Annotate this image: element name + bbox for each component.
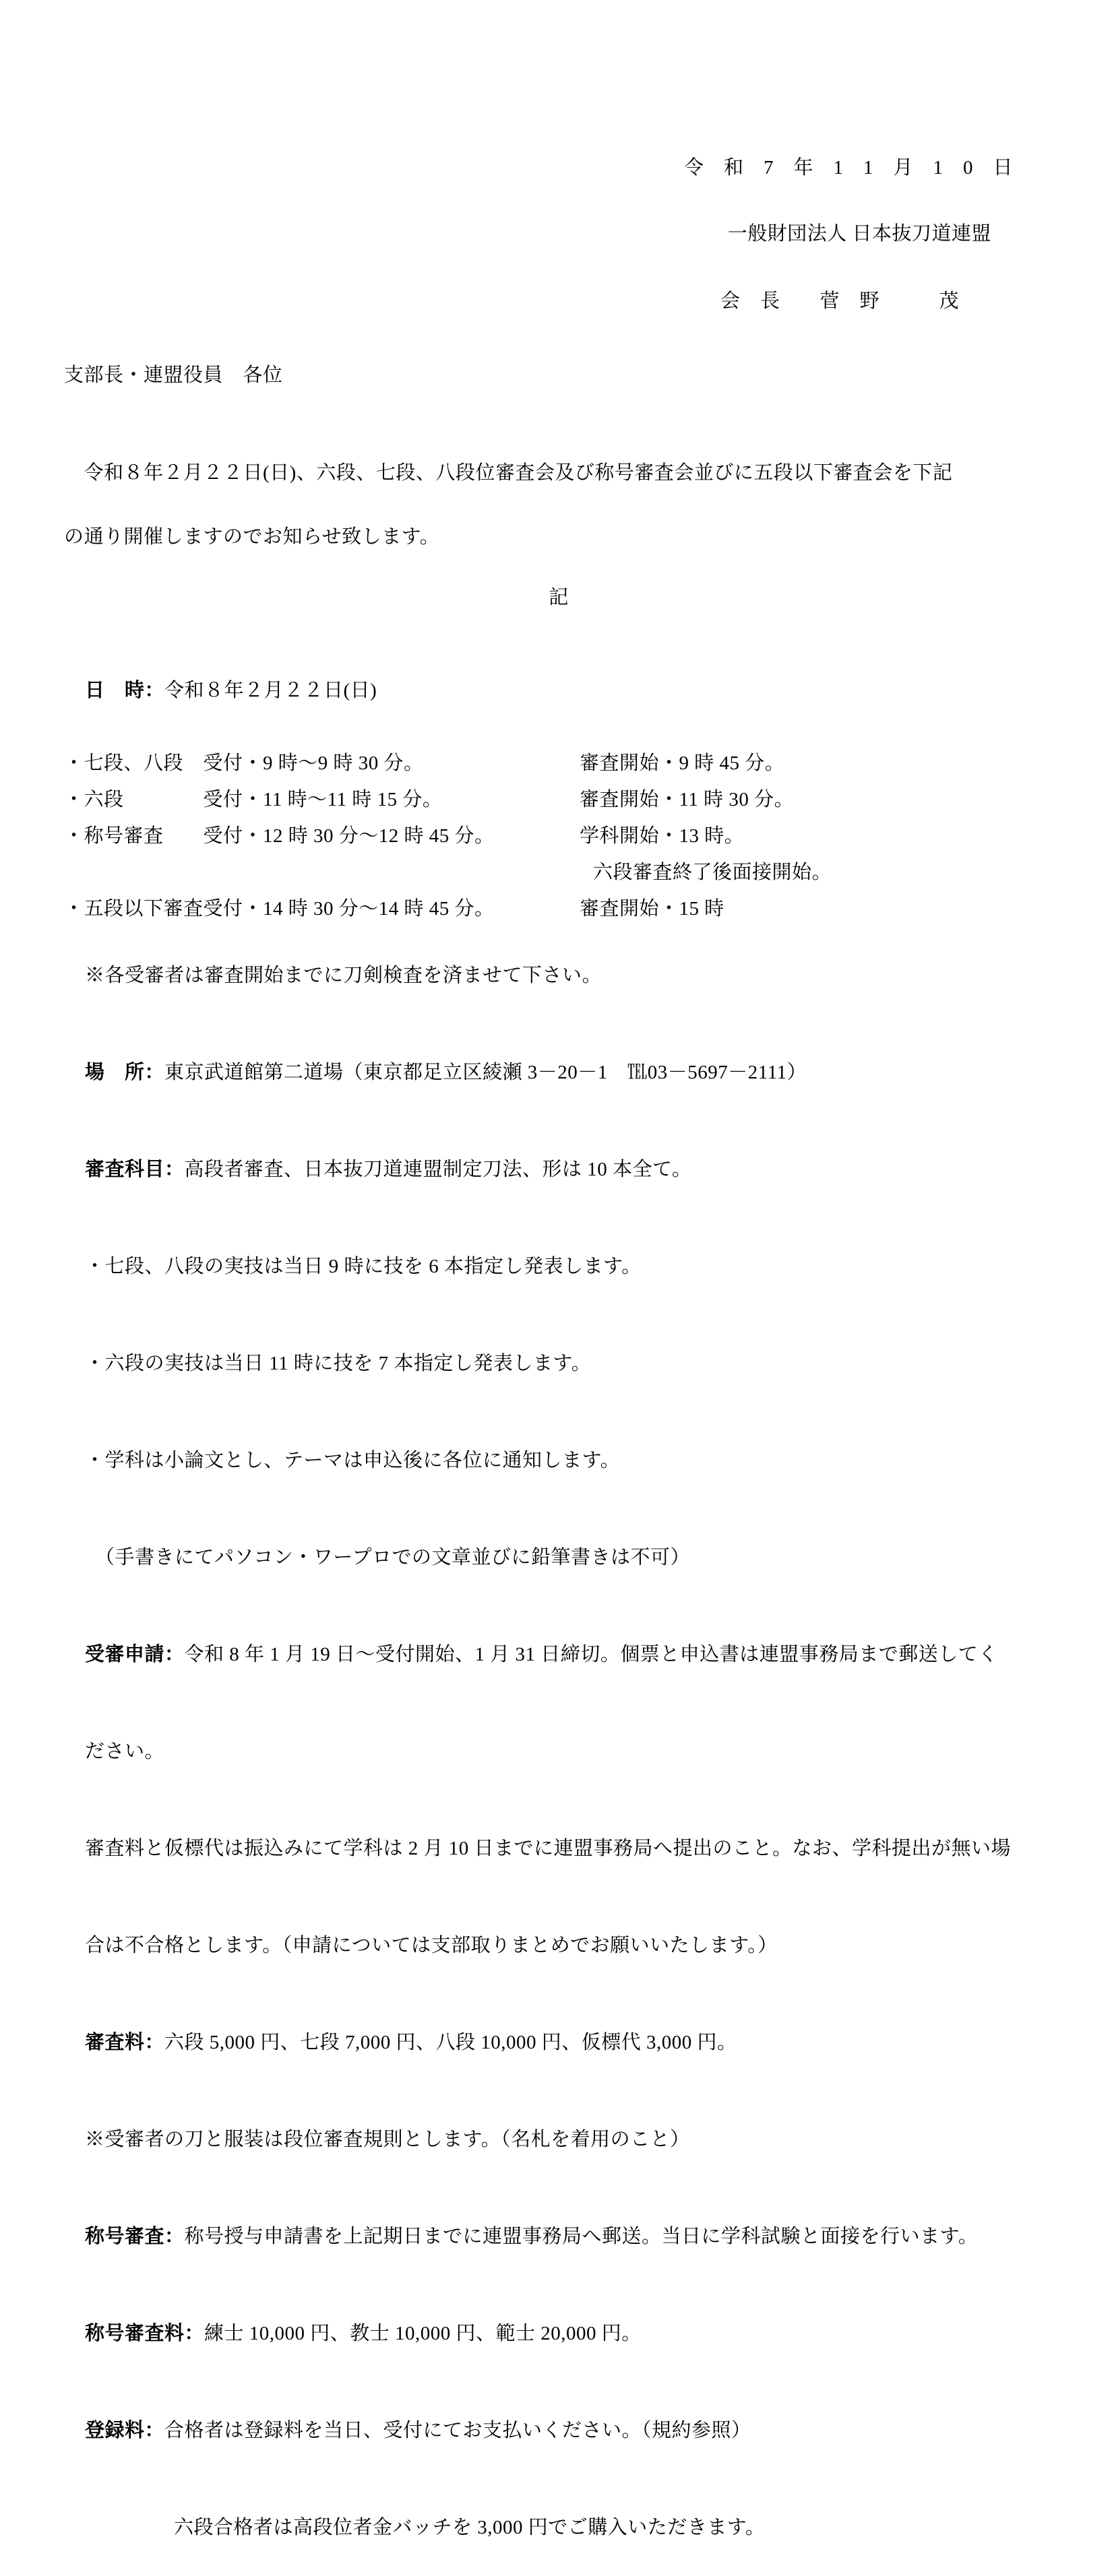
schedule-reception: [64, 854, 580, 891]
schedule-start: 審査開始・15 時: [580, 898, 724, 920]
schedule-reception: ・七段、八段 受付・9 時～9 時 30 分。: [64, 752, 424, 774]
registration-fee-line: 登録料：合格者は登録料を当日、受付にてお支払いください。（規約参照）: [85, 2420, 751, 2441]
exam-subjects-line: 審査科目：高段者審査、日本抜刀道連盟制定刀法、形は 10 本全て。: [85, 1159, 692, 1180]
addressee-line: 支部長・連盟役員 各位: [64, 364, 283, 386]
schedule-row: [64, 818, 1053, 854]
note-sword-check: ※各受審者は審査開始までに刀剣検査を済ませて下さい。: [85, 965, 602, 986]
dress-code-note: ※受審者の刀と服装は段位審査規則とします。（名札を着用のこと）: [85, 2129, 690, 2150]
schedule-start: 六段審査終了後面接開始。: [593, 862, 832, 883]
venue-line: 場 所：東京武道館第二道場（東京都足立区綾瀬 3－20－1 ℡03－5697－2111）: [85, 1062, 807, 1083]
payment-line-1: 審査料と仮標代は振込みにて学科は 2 月 10 日までに連盟事務局へ提出のこと。なお、学科提出が無い場: [85, 1838, 1012, 1859]
schedule-row: [64, 854, 1053, 891]
handwriting-note: （手書きにてパソコン・ワープロでの文章並びに鉛筆書きは不可）: [85, 1547, 690, 1568]
record-marker: 記: [549, 587, 569, 608]
schedule-start: 審査開始・11 時 30 分。: [580, 789, 795, 810]
schedule-row: [64, 781, 1053, 818]
datetime-line: [64, 636, 1053, 745]
bullet-6-dan: ・六段の実技は当日 11 時に技を 7 本指定し発表します。: [85, 1353, 592, 1374]
schedule-row: [64, 891, 1053, 927]
datetime-value: 令和８年２月２２日(日): [164, 680, 377, 701]
application-line-2: ださい。: [85, 1741, 165, 1762]
intro-line-2: の通り開催しますのでお知らせ致します。: [64, 526, 440, 548]
title-exam-line: 称号審査：称号授与申請書を上記期日までに連盟事務局へ郵送。当日に学科試験と面接を行います。: [85, 2226, 979, 2247]
exam-fee-line: 審査料：六段 5,000 円、七段 7,000 円、八段 10,000 円、仮標代 3,000 円。: [85, 2032, 737, 2053]
schedule-start: 審査開始・9 時 45 分。: [580, 752, 785, 774]
schedule-start: 学科開始・13 時。: [580, 825, 745, 847]
schedule-row: [64, 745, 1053, 781]
organization-line: 一般財団法人 日本抜刀道連盟: [727, 223, 991, 245]
schedule-reception: ・称号審査 受付・12 時 30 分～12 時 45 分。: [64, 825, 495, 847]
gold-badge-line: 六段合格者は高段位者金バッチを 3,000 円でご購入いただきます。: [174, 2517, 766, 2538]
bullet-written-exam: ・学科は小論文とし、テーマは申込後に各位に通知します。: [85, 1450, 621, 1471]
application-line-1: 受審申請：令和 8 年 1 月 19 日～受付開始、1 月 31 日締切。個票と申込書は連盟事務局まで郵送してく: [85, 1644, 998, 1665]
payment-line-2: 合は不合格とします。（申請については支部取りまとめでお願いいたします。）: [85, 1935, 778, 1956]
bullet-7-8-dan: ・七段、八段の実技は当日 9 時に技を 6 本指定し発表します。: [85, 1256, 642, 1277]
date-line: 令 和 7 年 1 1 月 1 0 日: [683, 157, 1013, 179]
title-exam-fee-line: 称号審査料：練士 10,000 円、教士 10,000 円、範士 20,000 円。: [85, 2323, 642, 2344]
schedule-reception: ・六段 受付・11 時～11 時 15 分。: [64, 789, 443, 810]
president-line: 会 長 菅 野 茂: [720, 290, 959, 312]
intro-line-1: 令和８年２月２２日(日)、六段、七段、八段位審査会及び称号審査会並びに五段以下審査会を下記: [64, 462, 953, 484]
datetime-label: 日 時：: [85, 680, 165, 701]
schedule-reception: ・五段以下審査受付・14 時 30 分～14 時 45 分。: [64, 898, 495, 920]
